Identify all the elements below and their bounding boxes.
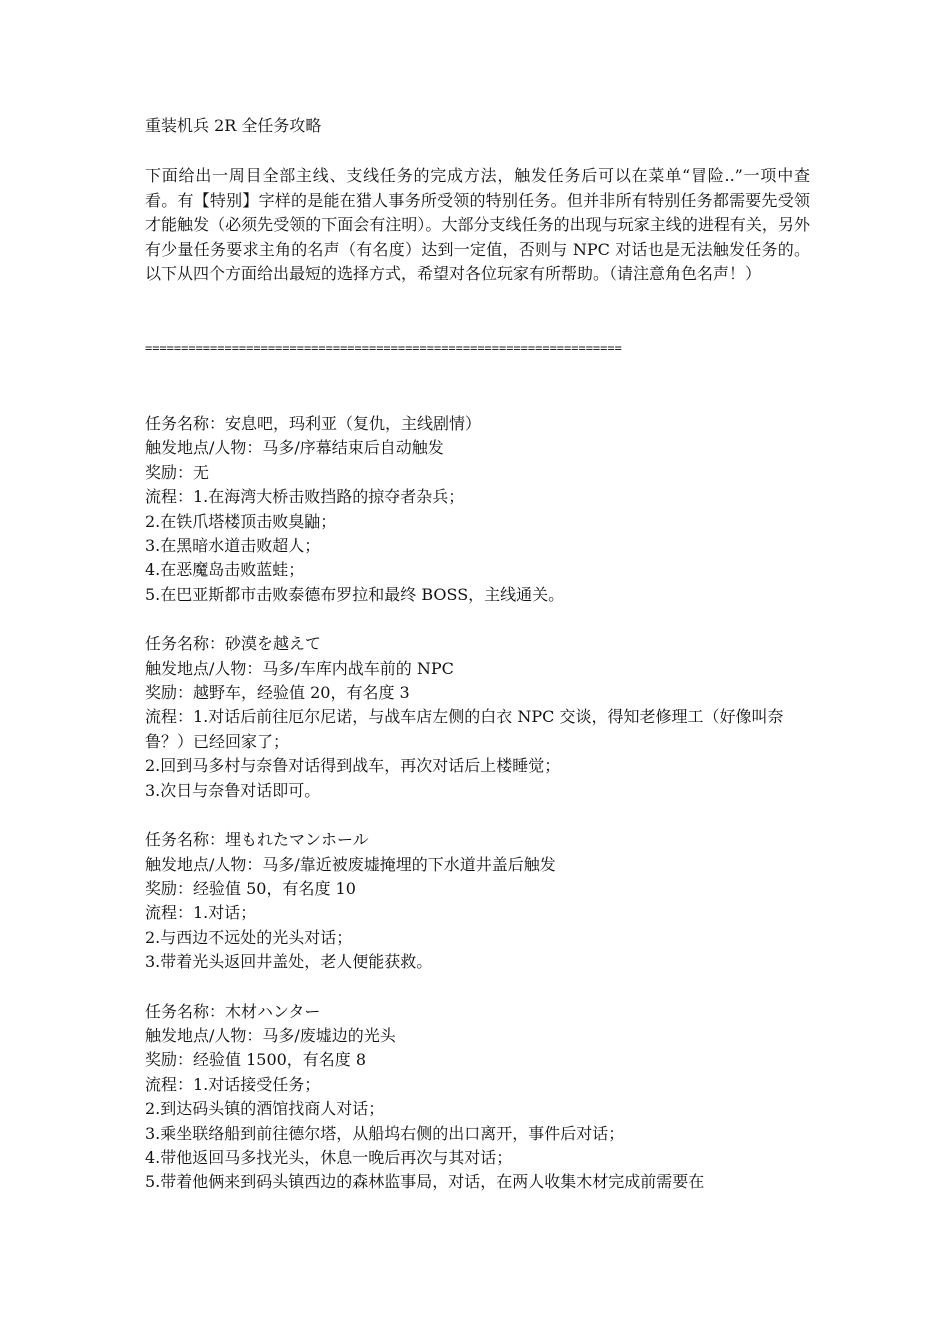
quest-step: 5.在巴亚斯都市击败泰德布罗拉和最终 BOSS，主线通关。 (145, 584, 565, 604)
quest-reward: 奖励：经验值 50，有名度 10 (145, 878, 356, 898)
quest-name: 任务名称：砂漠を越えて (145, 634, 322, 654)
quest-trigger: 触发地点/人物：马多/废墟边的光头 (145, 1025, 396, 1045)
quest-name: 任务名称：安息吧，玛利亚（复仇，主线剧情） (145, 414, 482, 433)
quest-step: 2.与西边不远处的光头对话； (145, 927, 353, 947)
quest-entry (145, 412, 825, 607)
intro-paragraph: 下面给出一周目全部主线、支线任务的完成方法，触发任务后可以在菜单“冒险..”一项中查看。有【特别】字样的是能在猎人事务所受领的特别任务。但并非所有特别任务都需要先受领才能触发（必须先受领的下面会有注明）。大部分支线任务的出现与玩家主线的进程有关，另外有少量任务要求主角的名声（有名度）达到一定值，否则与 NPC 对话也是无法触发任务的。以下从四个方面给出最短的选择方式，希望对各位玩家有所帮助。（请注意角色名声！） (145, 166, 810, 284)
quest-entry (145, 828, 825, 974)
quest-trigger: 触发地点/人物：马多/序幕结束后自动触发 (145, 438, 444, 458)
quest-step: 2.在铁爪塔楼顶击败臭鼬； (145, 511, 337, 531)
quest-step: 3.次日与奈鲁对话即可。 (145, 780, 321, 800)
quest-step: 3.乘坐联络船到前往德尔塔，从船坞右侧的出口离开，事件后对话； (145, 1123, 625, 1143)
quest-name: 任务名称：埋もれたマンホール (145, 830, 369, 850)
quest-reward: 奖励：无 (145, 462, 210, 482)
section-divider: ================================================================== (145, 341, 622, 355)
quest-step: 2.回到马多村与奈鲁对话得到战车，再次对话后上楼睡觉； (145, 756, 561, 776)
quest-step: 5.带着他俩来到码头镇西边的森林监事局，对话，在两人收集木材完成前需要在 (145, 1172, 705, 1192)
quest-entry (145, 1000, 825, 1195)
quest-step: 2.到达码头镇的酒馆找商人对话； (145, 1099, 385, 1119)
quest-trigger: 触发地点/人物：马多/靠近被废墟掩埋的下水道井盖后触发 (145, 854, 556, 874)
quest-step: 3.在黑暗水道击败超人； (145, 536, 321, 556)
quest-reward: 奖励：经验值 1500，有名度 8 (145, 1050, 367, 1070)
quest-step: 流程：1.在海湾大桥击败挡路的掠夺者杂兵； (145, 487, 465, 507)
quest-step: 流程：1.对话后前往厄尔尼诺，与战车店左侧的白衣 NPC 交谈，得知老修理工（好像叫奈鲁？）已经回家了； (145, 707, 784, 751)
quest-step: 3.带着光头返回井盖处，老人便能获救。 (145, 952, 433, 972)
quest-list (145, 412, 825, 1220)
quest-reward: 奖励：越野车，经验值 20，有名度 3 (145, 683, 410, 703)
quest-step: 4.带他返回马多找光头，休息一晚后再次与其对话； (145, 1147, 513, 1167)
quest-entry (145, 632, 825, 803)
quest-trigger: 触发地点/人物：马多/车库内战车前的 NPC (145, 658, 454, 678)
quest-step: 流程：1.对话； (145, 903, 257, 923)
quest-step: 流程：1.对话接受任务； (145, 1074, 321, 1094)
document-title: 重装机兵 2R 全任务攻略 (145, 116, 322, 135)
quest-step: 4.在恶魔岛击败蓝蛙； (145, 560, 305, 580)
quest-name: 任务名称：木材ハンター (145, 1001, 321, 1021)
